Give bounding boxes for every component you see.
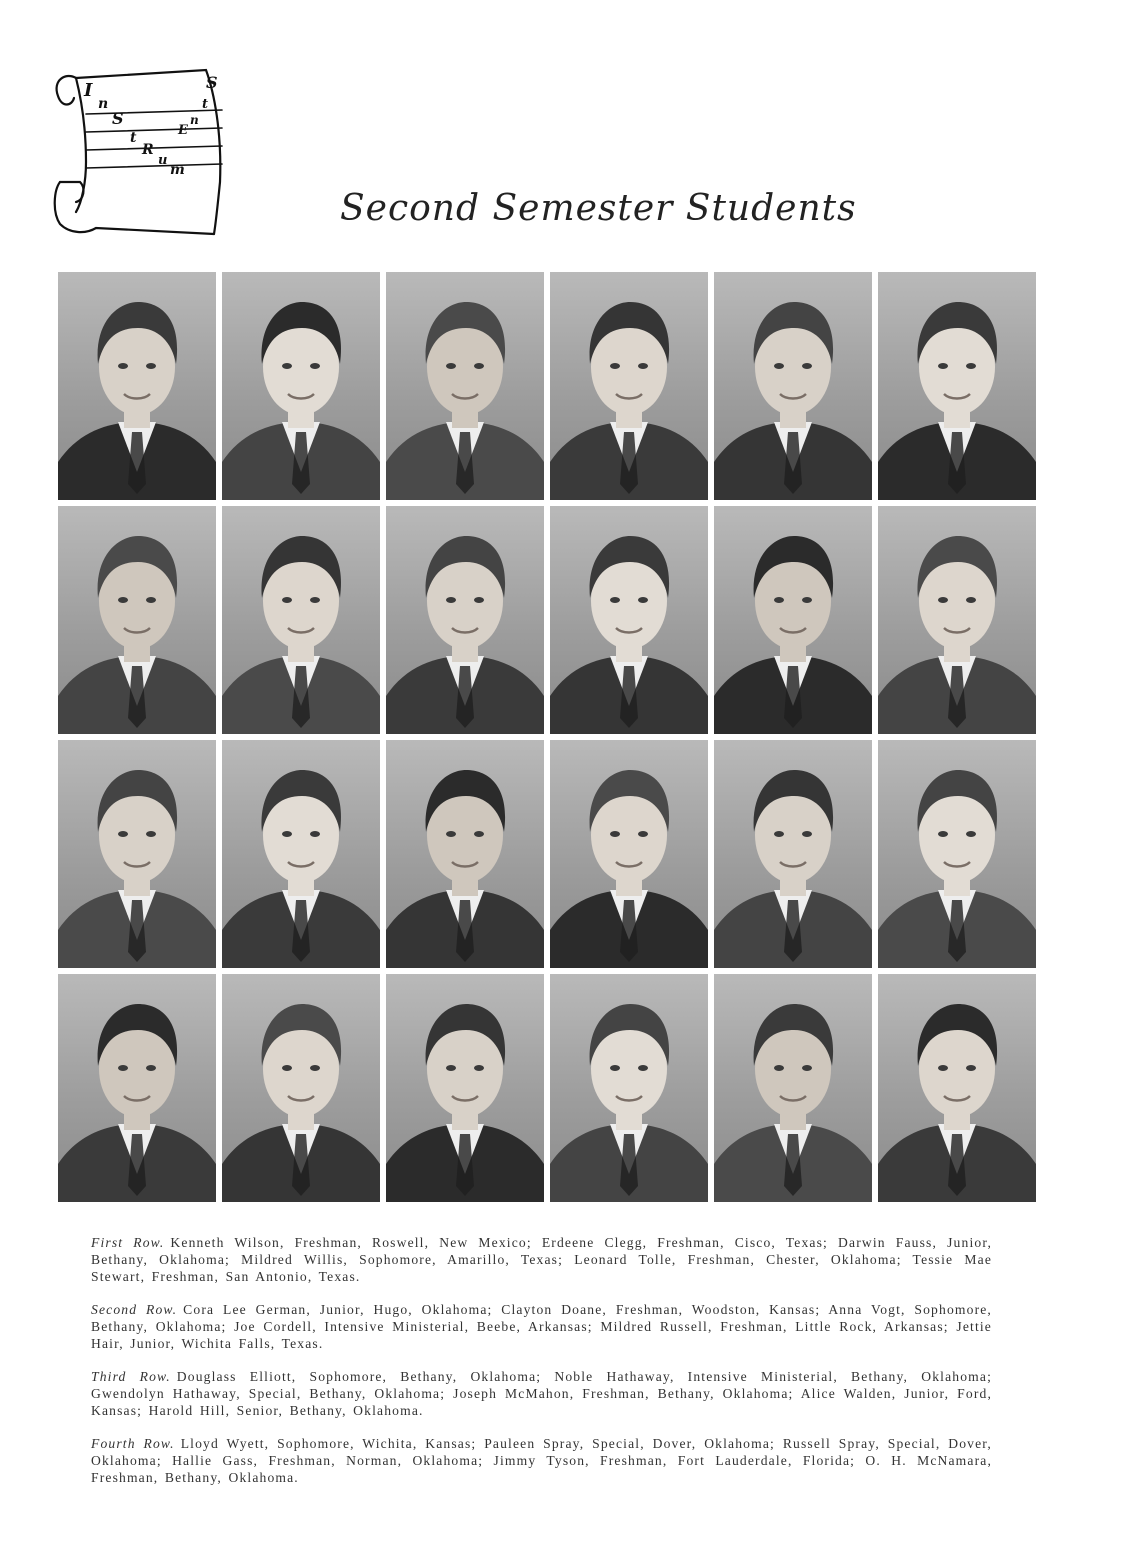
- svg-text:m: m: [170, 162, 185, 178]
- caption-fourth-row: [91, 1435, 992, 1486]
- svg-text:n: n: [98, 96, 109, 112]
- caption-first-row: [91, 1234, 992, 1285]
- student-portrait: [878, 740, 1036, 968]
- student-portrait: [550, 740, 708, 968]
- caption-row-label: First Row.: [91, 1235, 165, 1250]
- svg-text:S: S: [112, 109, 124, 128]
- svg-text:t: t: [130, 130, 137, 146]
- caption-row-text: Lloyd Wyett, Sophomore, Wichita, Kansas; Pauleen Spray, Special, Dover, Oklahoma; Russell Spray, Special, Dover, Oklahoma; Hallie Gass, Freshman, Norman, Oklahoma; Jimmy Tyson, Freshman, Fort Lauderdale, Florida; O. H. McNamara, Freshman, Bethany, Oklahoma.: [91, 1436, 992, 1485]
- student-portrait: [222, 272, 380, 500]
- student-portrait: [58, 740, 216, 968]
- svg-text:n: n: [190, 113, 199, 127]
- svg-text:u: u: [158, 153, 168, 168]
- instrument-scroll-logo: [46, 62, 232, 240]
- portrait-grid: [58, 272, 1036, 1202]
- caption-row-text: Kenneth Wilson, Freshman, Roswell, New Mexico; Erdeene Clegg, Freshman, Cisco, Texas; Darwin Fauss, Junior, Bethany, Oklahoma; Mildred Willis, Sophomore, Amarillo, Texas; Leonard Tolle, Freshman, Chester, Oklahoma; Tessie Mae Stewart, Freshman, San Antonio, Texas.: [91, 1235, 992, 1284]
- student-portrait: [878, 506, 1036, 734]
- logo-lettering: [83, 73, 218, 178]
- svg-text:I: I: [84, 80, 93, 101]
- student-portrait: [386, 974, 544, 1202]
- caption-row-label: Second Row.: [91, 1302, 178, 1317]
- student-portrait: [714, 974, 872, 1202]
- captions-block: [91, 1234, 992, 1502]
- student-portrait: [58, 506, 216, 734]
- student-portrait: [714, 740, 872, 968]
- student-portrait: [386, 506, 544, 734]
- student-portrait: [222, 974, 380, 1202]
- student-portrait: [222, 506, 380, 734]
- svg-text:E: E: [178, 123, 188, 138]
- svg-text:S: S: [206, 73, 218, 92]
- student-portrait: [386, 740, 544, 968]
- student-portrait: [878, 974, 1036, 1202]
- page-title: Second Semester Students: [340, 188, 857, 229]
- caption-row-label: Fourth Row.: [91, 1436, 175, 1451]
- student-portrait: [222, 740, 380, 968]
- svg-text:R: R: [142, 142, 154, 158]
- student-portrait: [58, 272, 216, 500]
- student-portrait: [714, 272, 872, 500]
- student-portrait: [714, 506, 872, 734]
- caption-third-row: [91, 1368, 992, 1419]
- student-portrait: [550, 506, 708, 734]
- student-portrait: [58, 974, 216, 1202]
- student-portrait: [878, 272, 1036, 500]
- svg-text:t: t: [202, 97, 209, 112]
- caption-row-text: Douglass Elliott, Sophomore, Bethany, Oklahoma; Noble Hathaway, Intensive Ministerial, Bethany, Oklahoma; Gwendolyn Hathaway, Special, Bethany, Oklahoma; Joseph McMahon, Freshman, Bethany, Oklahoma; Alice Walden, Junior, Ford, Kansas; Harold Hill, Senior, Bethany, Oklahoma.: [91, 1369, 992, 1418]
- caption-second-row: [91, 1301, 992, 1352]
- student-portrait: [550, 272, 708, 500]
- student-portrait: [386, 272, 544, 500]
- student-portrait: [550, 974, 708, 1202]
- caption-row-label: Third Row.: [91, 1369, 171, 1384]
- caption-row-text: Cora Lee German, Junior, Hugo, Oklahoma; Clayton Doane, Freshman, Woodston, Kansas; Anna Vogt, Sophomore, Bethany, Oklahoma; Joe Cordell, Intensive Ministerial, Beebe, Arkansas; Mildred Russell, Freshman, Little Rock, Arkansas; Jettie Hair, Junior, Wichita Falls, Texas.: [91, 1302, 992, 1351]
